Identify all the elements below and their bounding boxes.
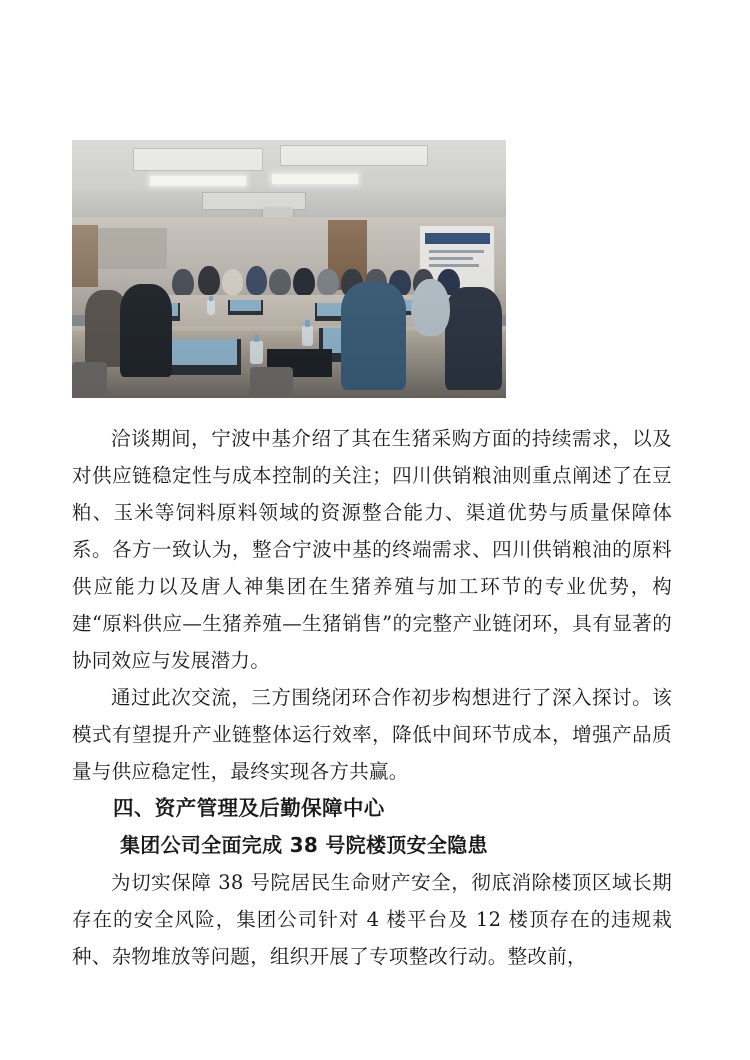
photo-overlay xyxy=(72,140,506,398)
section-heading: 四、资产管理及后勤保障中心 xyxy=(113,796,385,820)
meeting-photo-figure xyxy=(72,140,506,398)
sub-heading: 集团公司全面完成 38 号院楼顶安全隐患 xyxy=(120,833,488,857)
paragraph-2: 通过此次交流，三方围绕闭环合作初步构想进行了深入探讨。该模式有望提升产业链整体运行效率，降低中间环节成本，增强产品质量与供应稳定性，最终实现各方共赢。 xyxy=(72,686,672,783)
meeting-photo xyxy=(72,140,506,398)
paragraph-3: 为切实保障 38 号院居民生命财产安全，彻底消除楼顶区域长期存在的安全风险，集团公司针对 4 楼平台及 12 楼顶存在的违规栽种、杂物堆放等问题，组织开展了专项整改行动。整改前， xyxy=(72,871,672,968)
paragraph-1: 洽谈期间，宁波中基介绍了其在生猪采购方面的持续需求，以及对供应链稳定性与成本控制的关注；四川供销粮油则重点阐述了在豆粕、玉米等饲料原料领域的资源整合能力、渠道优势与质量保障体系。各方一致认为，整合宁波中基的终端需求、四川供销粮油的原料供应能力以及唐人神集团在生猪养殖与加工环节的专业优势，构建“原料供应—生猪养殖—生猪销售”的完整产业链闭环，具有显著的协同效应与发展潜力。 xyxy=(72,427,672,672)
document-body xyxy=(72,420,672,975)
